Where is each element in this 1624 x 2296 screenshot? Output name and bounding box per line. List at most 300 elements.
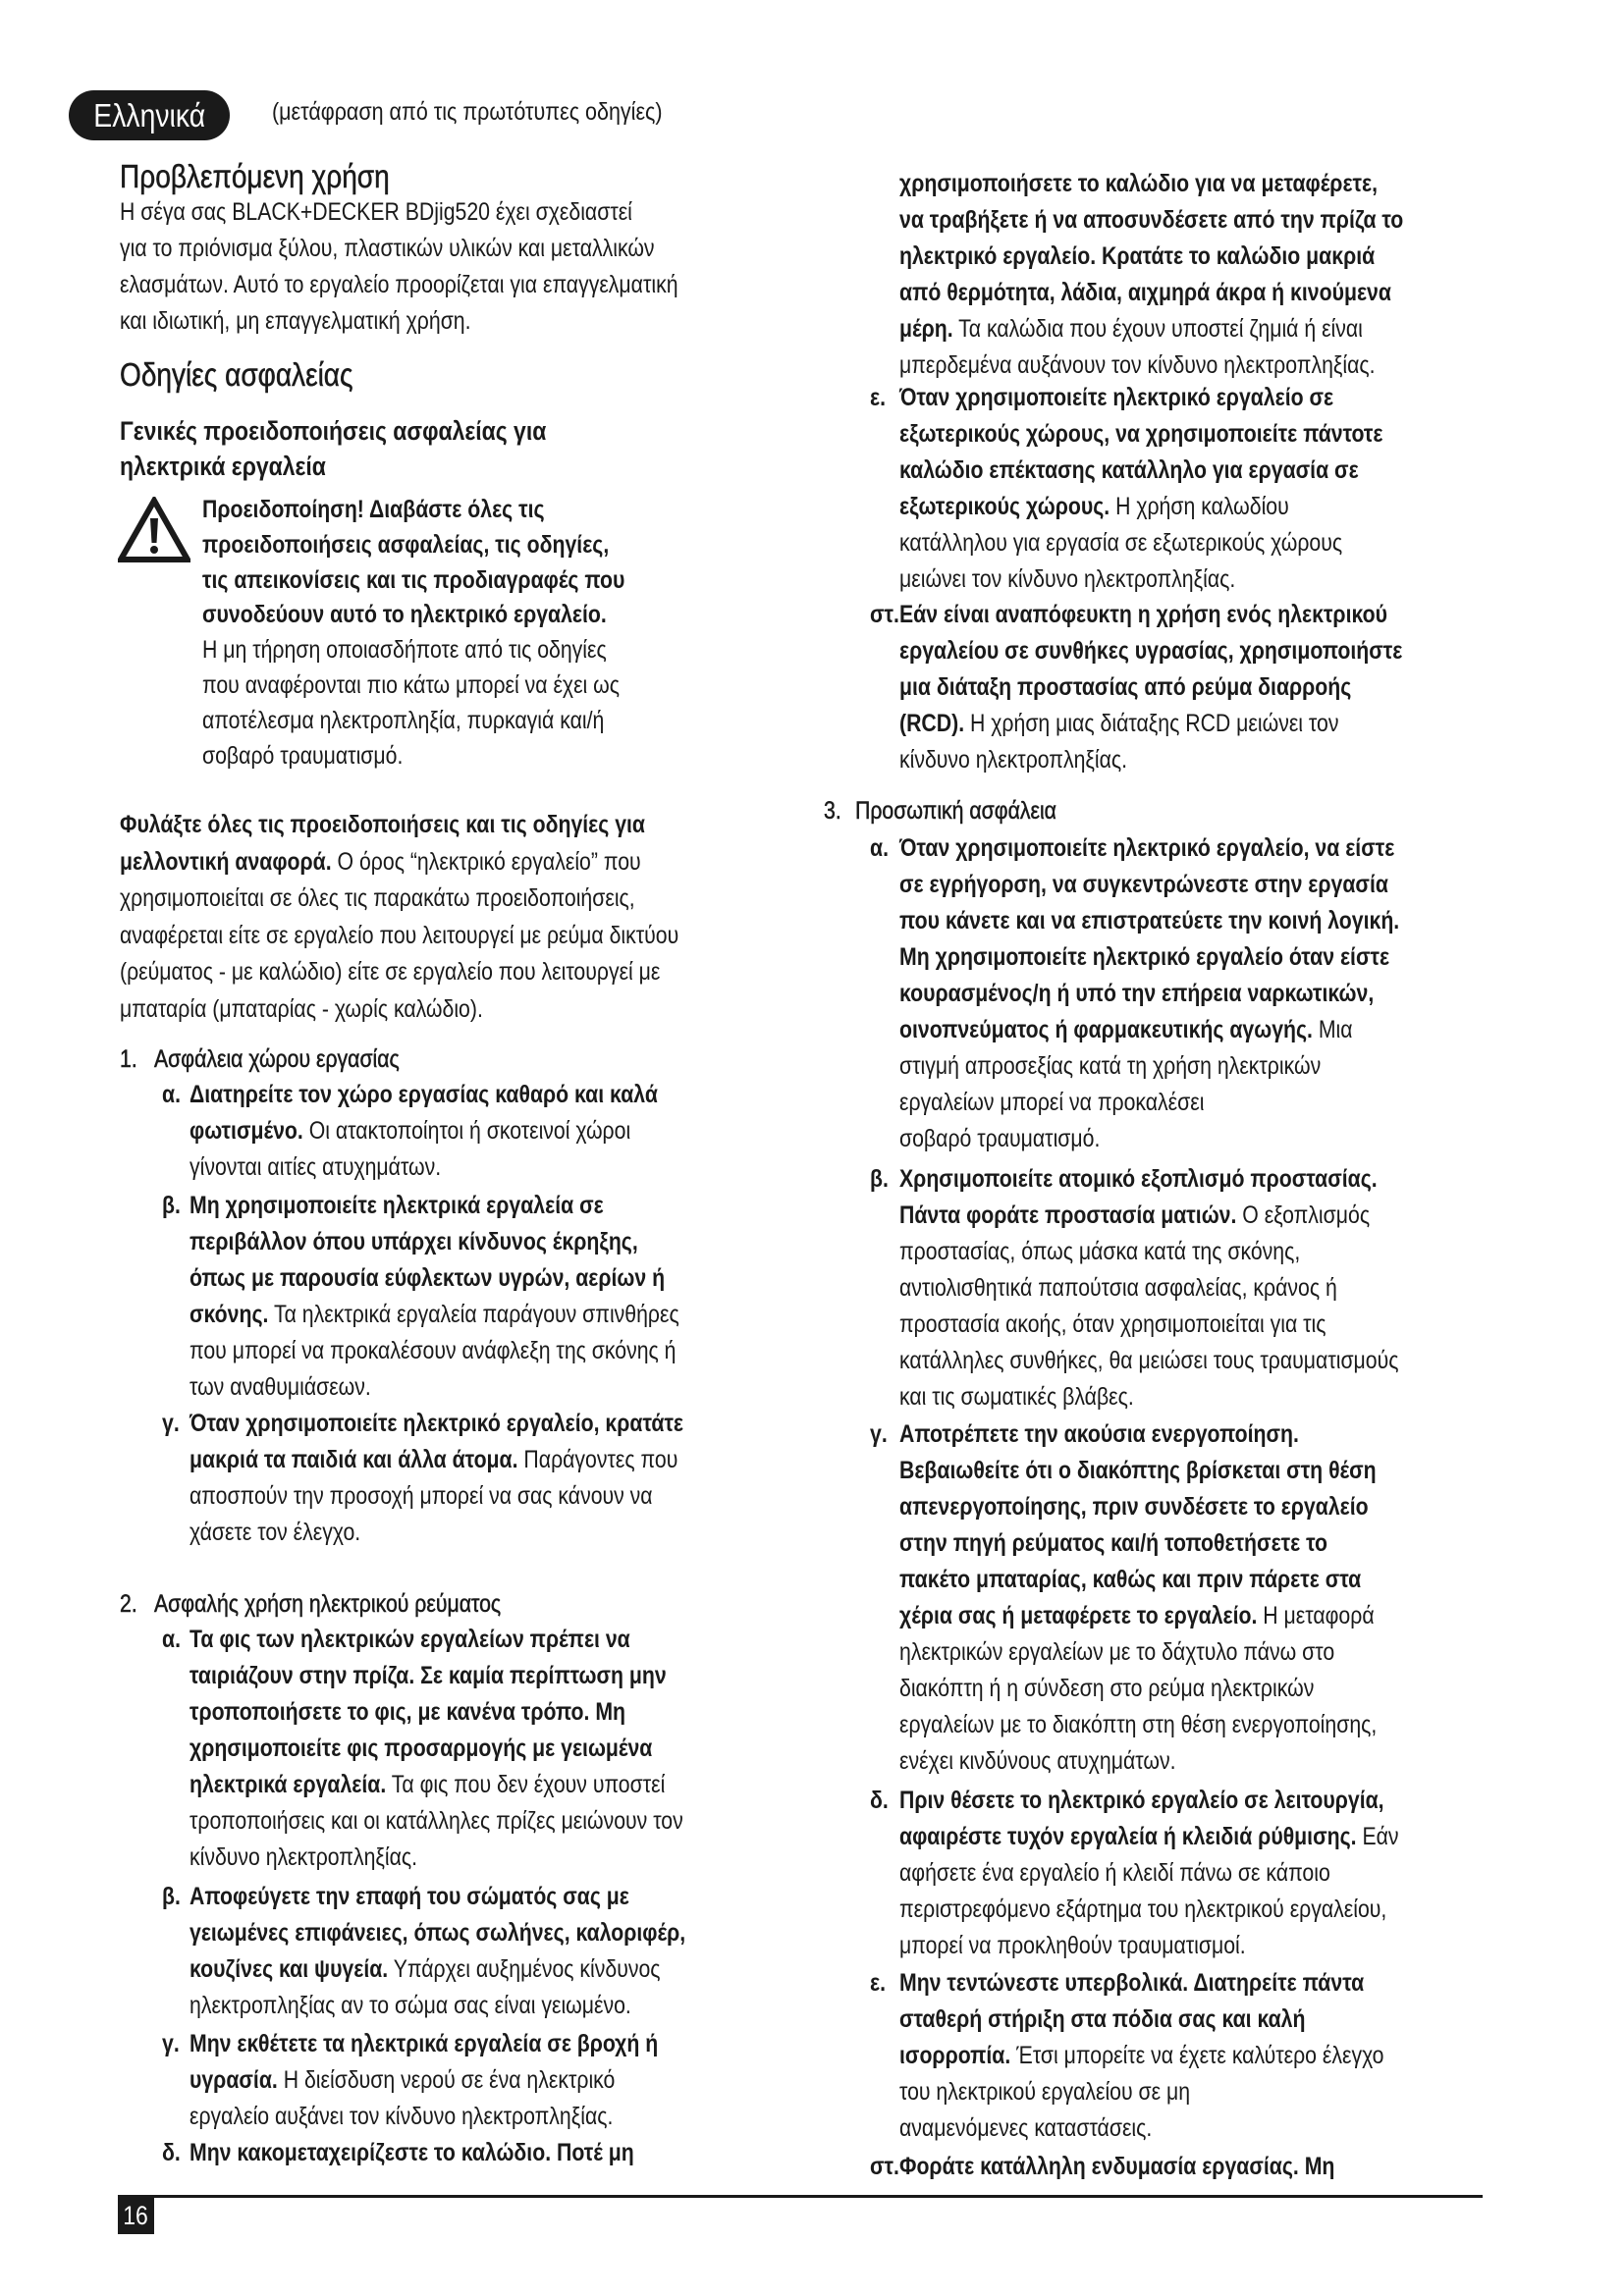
text-line-content: [899, 2074, 1190, 2110]
bold-text: προειδοποιήσεις ασφαλείας, τις οδηγίες,: [202, 530, 610, 559]
text-line: [189, 1803, 770, 1840]
text-line-content: [202, 668, 620, 704]
regular-text: Ασφαλής χρήση ηλεκτρικού ρεύματος: [154, 1590, 502, 1618]
bold-text: περιβάλλον όπου υπάρχει κίνδυνος έκρηξης,: [189, 1228, 638, 1255]
text-line-content: [899, 380, 1333, 416]
text-line: [899, 453, 1468, 489]
regular-text: των αναθυμιάσεων.: [189, 1373, 371, 1401]
text-line: [899, 1121, 1488, 1157]
regular-text: και ιδιωτική, μη επαγγελματική χρήση.: [120, 307, 471, 335]
text-line: [899, 669, 1491, 706]
bold-text: ισορροπία.: [899, 2042, 1011, 2069]
item-label: γ.: [162, 1410, 180, 1437]
bold-text: Πάντα φοράτε προστασία ματιών.: [899, 1201, 1237, 1229]
regular-text: ενέχει κινδύνους ατυχημάτων.: [899, 1747, 1176, 1775]
bold-text: κουρασμένος/η ή υπό την επήρεια ναρκωτικών,: [899, 980, 1375, 1007]
regular-text: Υπάρχει αυξημένος κίνδυνος: [388, 1955, 661, 1983]
warning-text: [202, 493, 699, 774]
text-line: [189, 1915, 773, 1951]
text-line: [899, 311, 1492, 347]
bold-text: καλώδιο επέκτασης κατάλληλο για εργασία σε: [899, 456, 1359, 484]
text-line-content: [120, 353, 353, 397]
bold-text: συνοδεύουν αυτό το ηλεκτρικό εργαλείο.: [202, 601, 607, 629]
regular-text: κίνδυνο ηλεκτροπληξίας.: [189, 1843, 418, 1871]
text-line-content: [189, 1803, 683, 1840]
text-line-content: [202, 563, 624, 599]
text-line-content: [899, 239, 1375, 275]
bold-text: υγρασία.: [189, 2066, 278, 2094]
item-3d: [870, 1783, 1487, 1964]
text-line: [899, 939, 1488, 976]
text-line: [899, 597, 1491, 633]
text-line-content: [202, 739, 403, 774]
text-line: [899, 1928, 1487, 1964]
text-line: [120, 844, 778, 881]
text-line: [202, 633, 699, 668]
bold-text: Αποτρέπετε την ακούσια ενεργοποίηση.: [899, 1420, 1299, 1448]
bold-text: Γενικές προειδοποιήσεις ασφαλείας για: [120, 416, 547, 446]
bold-text: εξωτερικούς χώρους, να χρησιμοποιείτε πάντοτε: [899, 420, 1383, 448]
text-line-content: [189, 1694, 625, 1731]
item-label: ε.: [870, 1969, 886, 1997]
regular-text: Τα φις που δεν έχουν υποστεί: [386, 1771, 666, 1798]
text-line: [202, 563, 699, 599]
text-line: [189, 1767, 770, 1803]
text-line-content: [120, 155, 390, 198]
section-2-title: [120, 1586, 562, 1623]
text-line-content: [899, 2149, 1334, 2185]
page-number-label: 16: [123, 2201, 149, 2230]
regular-text: εργαλείων με το διακόπτη στη θέση ενεργοποίησης,: [899, 1711, 1378, 1738]
text-line-content: [899, 347, 1376, 384]
text-line: [899, 1671, 1461, 1707]
regular-text: κατάλληλες συνθήκες, θα μειώσει τους τραυματισμούς: [899, 1347, 1399, 1374]
bold-text: οινοπνεύματος ή φαρμακευτικής αγωγής.: [899, 1016, 1313, 1043]
text-line-content: [899, 1525, 1327, 1562]
text-line: [120, 353, 394, 397]
text-line: [899, 2074, 1470, 2110]
item-label: α.: [162, 1081, 181, 1108]
text-line-content: [189, 1767, 665, 1803]
text-line: [899, 1892, 1487, 1928]
text-line: [899, 903, 1488, 939]
bold-text: πακέτο μπαταρίας, καθώς και πριν πάρετε στα: [899, 1566, 1362, 1593]
warning-triangle-icon: [118, 497, 190, 562]
text-line: [120, 991, 778, 1029]
item-2d: [162, 2135, 713, 2171]
text-line: [189, 1951, 773, 1988]
text-line-content: [189, 1951, 661, 1988]
regular-text: κατάλληλου για εργασία σε εξωτερικούς χώρους: [899, 529, 1343, 557]
regular-text: Η διείσδυση νερού σε ένα ηλεκτρικό: [277, 2066, 616, 2094]
text-line: [189, 1622, 770, 1658]
text-line-content: [189, 1840, 417, 1876]
text-line: [189, 1658, 770, 1694]
bold-text: όπως με παρουσία εύφλεκτων υγρών, αερίων ή: [189, 1264, 666, 1292]
text-line-content: [189, 2026, 658, 2062]
bold-text: να τραβήξετε ή να αποσυνδέσετε από την πρίζα το: [899, 206, 1404, 234]
item-label: 3.: [824, 797, 841, 825]
bold-text: αφαιρέστε τυχόν εργαλεία ή κλειδιά ρύθμισης.: [899, 1823, 1357, 1850]
text-line: [899, 2038, 1470, 2074]
text-line: [189, 1333, 766, 1369]
text-line: [899, 633, 1491, 669]
regular-text: (ρεύματος - με καλώδιο) είτε σε εργαλείο που λειτουργεί με: [120, 958, 661, 986]
text-line-content: [899, 1270, 1337, 1307]
regular-text: Παράγοντες που: [517, 1446, 678, 1473]
text-line-content: [899, 1307, 1326, 1343]
bold-text: ταιριάζουν στην πρίζα. Σε καμία περίπτωση μην: [189, 1662, 667, 1689]
bold-text: μέρη.: [899, 315, 953, 343]
regular-text: περιστρεφόμενο εξάρτημα του ηλεκτρικού εργαλείου,: [899, 1896, 1387, 1923]
item-2d-continued: [899, 166, 1492, 384]
text-line: [899, 2002, 1470, 2038]
bold-text: Φοράτε κατάλληλη ενδυμασία εργασίας. Μη: [899, 2153, 1335, 2180]
bold-text: γειωμένες επιφάνειες, όπως σωλήνες, καλοριφέρ,: [189, 1919, 686, 1947]
text-line-content: [189, 1369, 371, 1406]
bold-text: Διατηρείτε τον χώρο εργασίας καθαρό και καλά: [189, 1081, 658, 1108]
text-line-content: [202, 633, 607, 668]
text-line: [120, 881, 778, 918]
text-line-content: [899, 903, 1399, 939]
item-3f: [870, 2149, 1412, 2185]
text-line-content: [899, 1562, 1361, 1598]
regular-text: που μπορεί να προκαλέσουν ανάφλεξη της σκόνης ή: [189, 1337, 677, 1364]
item-1b: [162, 1188, 766, 1406]
text-line-content: [899, 275, 1391, 311]
text-line: [899, 275, 1492, 311]
text-line-content: [189, 1260, 665, 1297]
bold-text: μελλοντική αναφορά.: [120, 847, 332, 876]
bold-text: τις απεικονίσεις και τις προδιαγραφές που: [202, 565, 625, 594]
text-line-content: [189, 1915, 685, 1951]
regular-text: σοβαρό τραυματισμό.: [899, 1125, 1101, 1152]
text-line: [899, 1234, 1487, 1270]
text-line-content: [189, 1478, 653, 1515]
text-line-content: [120, 881, 635, 918]
text-line-content: [120, 954, 660, 991]
regular-text: μπαταρία (μπαταρίας - χωρίς καλώδιο).: [120, 994, 483, 1023]
text-line-content: [899, 561, 1235, 598]
regular-text: ηλεκτροπληξίας αν το σώμα σας είναι γειωμένο.: [189, 1992, 631, 2019]
bold-text: Τα φις των ηλεκτρικών εργαλείων πρέπει να: [189, 1626, 630, 1653]
text-line: [202, 739, 699, 774]
text-line-content: [899, 453, 1359, 489]
item-label: β.: [162, 1192, 181, 1219]
regular-text: στιγμή απροσεξίας κατά τη χρήση ηλεκτρικών: [899, 1052, 1322, 1080]
regular-text: προστασία ακοής, όταν χρησιμοποιείται για τις: [899, 1310, 1326, 1338]
bold-text: εργαλείου σε συνθήκες υγρασίας, χρησιμοποιήστε: [899, 637, 1403, 665]
text-line: [899, 1489, 1461, 1525]
regular-text: τροποποιήσεις και οι κατάλληλες πρίζες μειώνουν τον: [189, 1807, 683, 1835]
regular-text: ηλεκτρικών εργαλείων με το δάχτυλο πάνω στο: [899, 1638, 1335, 1666]
item-3c: [870, 1416, 1461, 1780]
text-line: [189, 2099, 740, 2135]
text-line: [899, 561, 1468, 598]
bold-text: από θερμότητα, λάδια, αιχμηρά άκρα ή κινούμενα: [899, 279, 1391, 306]
regular-text: εργαλείο αυξάνει τον κίνδυνο ηλεκτροπληξίας.: [189, 2103, 614, 2130]
text-line-content: [899, 1198, 1370, 1234]
bold-text: που κάνετε και να επιστρατεύετε την κοινή λογική.: [899, 907, 1400, 934]
bold-text: ηλεκτρικό εργαλείο. Κρατάτε το καλώδιο μακριά: [899, 242, 1376, 270]
regular-text: Η χρήση μιας διάταξης RCD μειώνει τον: [964, 710, 1339, 737]
regular-text: Η χρήση καλωδίου: [1110, 493, 1289, 520]
text-line: [189, 1297, 766, 1333]
text-line-content: [899, 1783, 1384, 1819]
text-line-content: [120, 991, 483, 1029]
text-line-content: [154, 1041, 400, 1078]
text-line-content: [202, 528, 609, 563]
item-label: 2.: [120, 1590, 137, 1618]
regular-text: αποτέλεσμα ηλεκτροπληξία, πυρκαγιά και/ή: [202, 706, 605, 734]
regular-text: Έτσι μπορείτε να έχετε καλύτερο έλεγχο: [1010, 2042, 1384, 2069]
item-label: γ.: [870, 1420, 888, 1448]
bold-text: Φυλάξτε όλες τις προειδοποιήσεις και τις οδηγίες για: [120, 811, 645, 838]
heading-intended-use: [120, 155, 437, 198]
text-line-content: [899, 311, 1363, 347]
text-line: [899, 1198, 1487, 1234]
bold-text: εξωτερικούς χώρους.: [899, 493, 1110, 520]
text-line: [189, 2026, 740, 2062]
text-line: [189, 1879, 773, 1915]
bold-text: Προειδοποίηση! Διαβάστε όλες τις: [202, 496, 545, 523]
text-line: [899, 1707, 1461, 1743]
text-line: [899, 1562, 1461, 1598]
bold-text: φωτισμένο.: [189, 1117, 303, 1145]
text-line-content: [899, 202, 1403, 239]
text-line-content: [899, 2002, 1305, 2038]
text-line: [202, 598, 699, 633]
text-line: [899, 1965, 1470, 2002]
text-line: [154, 1041, 443, 1078]
text-line: [202, 493, 699, 528]
item-label: 1.: [120, 1045, 137, 1073]
text-line-content: [899, 1121, 1100, 1157]
text-line: [899, 1453, 1461, 1489]
text-line-content: [120, 413, 546, 449]
text-line: [899, 1270, 1487, 1307]
text-line: [120, 807, 778, 844]
text-line-content: [899, 1707, 1377, 1743]
text-line-content: [899, 416, 1382, 453]
regular-text: Τα ηλεκτρικά εργαλεία παράγουν σπινθήρες: [268, 1301, 679, 1328]
text-line: [899, 525, 1468, 561]
item-2a: [162, 1622, 770, 1876]
text-line-content: [189, 1879, 629, 1915]
bold-text: κουζίνες και ψυγεία.: [189, 1955, 389, 1983]
regular-text: Εάν: [1356, 1823, 1399, 1850]
text-line-content: [899, 2110, 1152, 2147]
regular-text: Ο εξοπλισμός: [1236, 1201, 1371, 1229]
text-line: [855, 793, 1092, 829]
text-line-content: [120, 844, 641, 881]
item-3a: [870, 830, 1488, 1157]
item-2c: [162, 2026, 740, 2135]
text-line-content: [120, 231, 655, 267]
text-line-content: [120, 807, 645, 844]
bold-text: Μην εκθέτετε τα ηλεκτρικά εργαλεία σε βροχή ή: [189, 2030, 659, 2057]
text-line-content: [899, 2038, 1383, 2074]
text-line: [899, 1525, 1461, 1562]
text-line: [899, 1416, 1461, 1453]
text-line-content: [899, 166, 1378, 202]
regular-text: ελασμάτων. Αυτό το εργαλείο προορίζεται για επαγγελματική: [120, 271, 678, 298]
text-line: [899, 202, 1492, 239]
text-line: [189, 2135, 713, 2171]
text-line-content: [189, 1731, 652, 1767]
bold-text: ηλεκτρικά εργαλεία.: [189, 1771, 387, 1798]
text-line-content: [899, 706, 1338, 742]
item-label: δ.: [870, 1787, 889, 1814]
text-line: [899, 380, 1468, 416]
bold-text: τροποποιήσετε το φις, με κανένα τρόπο. Μη: [189, 1698, 626, 1726]
regular-text: μπερδεμένα αυξάνουν τον κίνδυνο ηλεκτροπληξίας.: [899, 351, 1376, 379]
regular-text: Η σέγα σας BLACK+DECKER BDjig520 έχει σχεδιαστεί: [120, 198, 632, 226]
text-line: [899, 347, 1492, 384]
heading-safety-instructions: [120, 353, 394, 397]
bold-text: ηλεκτρικά εργαλεία: [120, 452, 326, 481]
regular-text: προστασίας, όπως μάσκα κατά της σκόνης,: [899, 1238, 1301, 1265]
text-line: [189, 1077, 740, 1113]
bold-text: Μη χρησιμοποιείτε ηλεκτρικό εργαλείο όταν είστε: [899, 943, 1390, 971]
text-line: [899, 1343, 1487, 1379]
item-label: α.: [870, 834, 889, 862]
text-line-content: [189, 1406, 683, 1442]
text-line-content: [189, 1658, 667, 1694]
item-label: β.: [870, 1165, 889, 1193]
bold-text: χρησιμοποιείτε φις προσαρμογής με γειωμένα: [189, 1735, 653, 1762]
regular-text: Η μεταφορά: [1257, 1602, 1375, 1629]
bold-text: σταθερή στήριξη στα πόδια σας και καλή: [899, 2005, 1306, 2033]
text-line-content: [899, 525, 1342, 561]
text-line: [189, 1478, 771, 1515]
text-line-content: [855, 793, 1056, 829]
regular-text: μειώνει τον κίνδυνο ηλεκτροπληξίας.: [899, 565, 1236, 593]
bold-text: μια διάταξη προστασίας από ρεύμα διαρροής: [899, 673, 1352, 701]
text-line: [189, 1113, 740, 1149]
regular-text: αφήσετε ένα εργαλείο ή κλειδί πάνω σε κάποιο: [899, 1859, 1330, 1887]
bold-text: Πριν θέσετε το ηλεκτρικό εργαλείο σε λειτουργία,: [899, 1787, 1384, 1814]
text-line: [899, 1783, 1487, 1819]
text-line-content: [189, 1113, 630, 1149]
bold-text: Μην τεντώνεστε υπερβολικά. Διατηρείτε πάντα: [899, 1969, 1365, 1997]
regular-text: Ασφάλεια χώρου εργασίας: [154, 1045, 400, 1073]
item-2f: [870, 597, 1491, 778]
text-line-content: [899, 1085, 1204, 1121]
text-line: [189, 1369, 766, 1406]
text-line-content: [899, 1416, 1299, 1453]
item-label: α.: [162, 1626, 181, 1653]
text-line-content: [189, 2099, 613, 2135]
regular-text: Τα καλώδια που έχουν υποστεί ζημιά ή είναι: [952, 315, 1363, 343]
text-line-content: [899, 1379, 1134, 1415]
text-line: [154, 1586, 562, 1623]
text-line-content: [899, 976, 1374, 1012]
bold-text: Μη χρησιμοποιείτε ηλεκτρικά εργαλεία σε: [189, 1192, 604, 1219]
regular-text: του ηλεκτρικού εργαλείου σε μη: [899, 2078, 1191, 2106]
item-1c: [162, 1406, 771, 1551]
text-line-content: [899, 669, 1351, 706]
item-label: ε.: [870, 384, 886, 411]
regular-text: σοβαρό τραυματισμό.: [202, 741, 404, 770]
text-line-content: [202, 493, 545, 528]
text-line-content: [189, 1149, 441, 1186]
text-line: [189, 1840, 770, 1876]
text-line-content: [189, 1077, 658, 1113]
text-line-content: [899, 830, 1394, 867]
bold-text: Όταν χρησιμοποιείτε ηλεκτρικό εργαλείο σε: [899, 384, 1334, 411]
regular-text: κίνδυνο ηλεκτροπληξίας.: [899, 746, 1128, 774]
text-line-content: [899, 1012, 1353, 1048]
text-line: [189, 1731, 770, 1767]
regular-text: μπορεί να προκληθούν τραυματισμοί.: [899, 1932, 1246, 1959]
regular-text: για το πριόνισμα ξύλου, πλαστικών υλικών και μεταλλικών: [120, 235, 655, 262]
item-label: στ.: [870, 2153, 899, 2180]
language-badge-label: Ελληνικά: [93, 96, 205, 133]
regular-text: χάσετε τον έλεγχο.: [189, 1519, 361, 1546]
text-line-content: [189, 1515, 360, 1551]
bold-text: απενεργοποίησης, πριν συνδέσετε το εργαλείο: [899, 1493, 1369, 1521]
keep-instructions-text: [120, 807, 778, 1028]
language-badge: [69, 90, 230, 140]
item-3b: [870, 1161, 1487, 1415]
regular-text: Μια: [1312, 1016, 1353, 1043]
bold-text: Μην κακομεταχειρίζεστε το καλώδιο. Ποτέ μη: [189, 2139, 634, 2166]
text-line-content: [899, 1928, 1246, 1964]
text-line: [899, 976, 1488, 1012]
text-line: [189, 1188, 766, 1224]
text-line-content: [899, 1634, 1334, 1671]
text-line: [899, 1012, 1488, 1048]
regular-text: που αναφέρονται πιο κάτω μπορεί να έχει ως: [202, 670, 621, 699]
text-line: [189, 2062, 740, 2099]
regular-text: αποσπούν την προσοχή μπορεί να σας κάνουν να: [189, 1482, 653, 1510]
text-line-content: [899, 1671, 1314, 1707]
text-line-content: [899, 1161, 1378, 1198]
item-3e: [870, 1965, 1470, 2147]
bold-text: Εάν είναι αναπόφευκτη η χρήση ενός ηλεκτρικού: [899, 601, 1387, 628]
text-line: [899, 239, 1492, 275]
text-line: [120, 954, 778, 991]
bold-text: χρησιμοποιήσετε το καλώδιο για να μεταφέρετε,: [899, 170, 1379, 197]
text-line: [899, 416, 1468, 453]
item-label: β.: [162, 1883, 181, 1910]
text-line-content: [189, 1988, 631, 2024]
text-line-content: [189, 2062, 615, 2099]
regular-text: Οδηγίες ασφαλείας: [120, 356, 353, 393]
text-line-content: [899, 742, 1127, 778]
text-line: [189, 1224, 766, 1260]
text-line-content: [120, 303, 471, 340]
regular-text: Προβλεπόμενη χρήση: [120, 158, 390, 194]
heading-general-warnings: [120, 413, 622, 484]
text-line: [189, 1515, 771, 1551]
text-line-content: [154, 1586, 501, 1623]
text-line: [899, 1307, 1487, 1343]
item-label: γ.: [162, 2030, 180, 2057]
regular-text: αναφέρεται είτε σε εργαλείο που λειτουργεί με ρεύμα δικτύου: [120, 921, 679, 949]
text-line: [202, 528, 699, 563]
text-line: [120, 267, 777, 303]
page-number: [118, 2198, 154, 2234]
text-line: [899, 1743, 1461, 1780]
regular-text: και τις σωματικές βλάβες.: [899, 1383, 1134, 1411]
footer-rule: [118, 2195, 1483, 2198]
text-line: [202, 668, 699, 704]
text-line: [899, 706, 1491, 742]
text-line-content: [899, 1965, 1364, 2002]
text-line: [120, 918, 778, 955]
